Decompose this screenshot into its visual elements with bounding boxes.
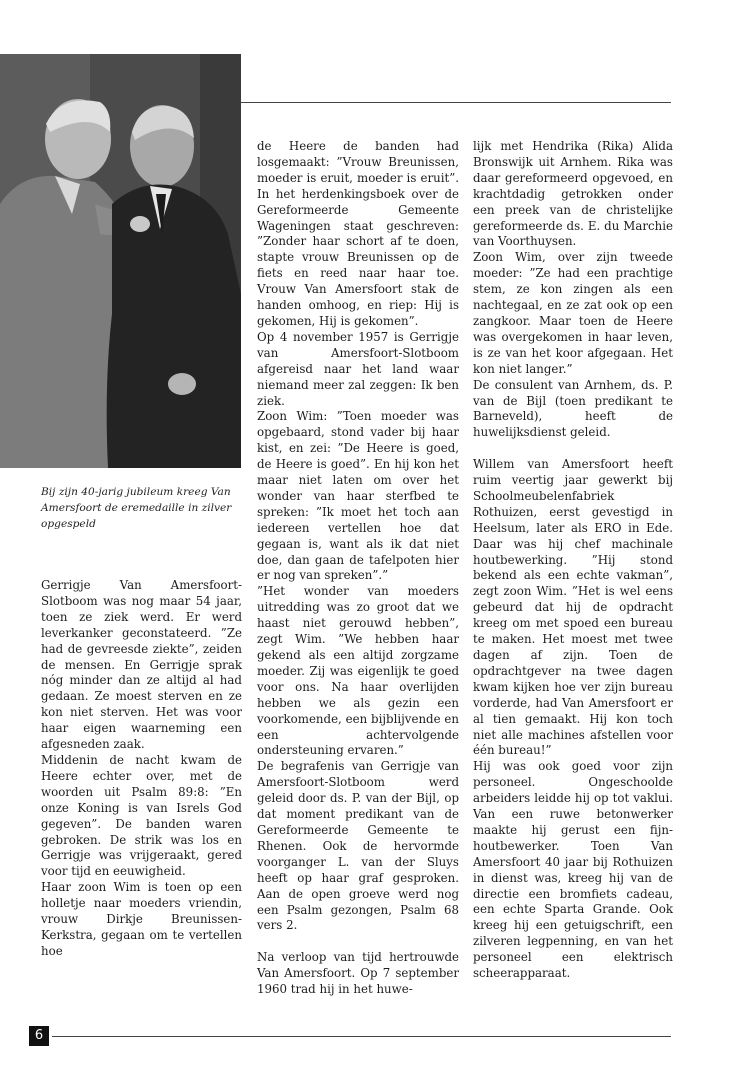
jubilee-photo [0,54,241,468]
paragraph: De begrafenis van Gerrigje van Amersfoort-Slotboom werd geleid door ds. P. van der Bijl, op dat moment predikant van de Gereformeerde Gemeente te Rhenen. Ook de hervormde voorganger L. van der Sluys heeft op haar graf gesproken. Aan de open groeve werd nog een Psalm gezongen, Psalm 68 vers 2. [257,759,459,933]
paragraph: de Heere de banden had losgemaakt: ”Vrouw Breunissen, moeder is eruit, moeder is eruit”. In het herdenkingsboek over de Gereformeerde Gemeente Wageningen staat geschreven: ”Zonder haar schort af te doen, stapte vrouw Breunissen op de fiets en reed naar haar toe. Vrouw Van Amersfoort stak de handen omhoog, en riep: Hij is gekomen, Hij is gekomen”. [257,139,459,328]
paragraph: Hij was ook goed voor zijn personeel. Ongeschoolde arbeiders leidde hij op tot vaklui. Van een ruwe betonwerker maakte hij gerust een fijn-houtbewerker. Toen Van Amersfoort 40 jaar bij Rothuizen in dienst was, kreeg hij van de directie een bromfiets cadeau, een echte Sparta Grande. Ook kreeg hij een getuigschrift, een zilveren legpenning, en van het personeel een elektrisch scheerapparaat. [473,759,673,981]
paragraph: ”Het wonder van moeders uitredding was zo groot dat we haast niet gerouwd hebben”, zegt Wim. ”We hebben haar gekend als een altijd zorgzame moeder. Zij was eigenlijk te goed voor ons. Na haar overlijden hebben we als gezin een voorkomende, een bijblijvende en een achtervolgende ondersteuning ervaren.” [257,584,459,758]
paragraph: Willem van Amersfoort heeft ruim veertig jaar gewerkt bij Schoolmeubelenfabriek Rothuizen, eerst gevestigd in Heelsum, later als ERO in Ede. Daar was hij chef machinale houtbewerking. ”Hij stond bekend als een echte vakman”, zegt zoon Wim. ”Het is wel eens gebeurd dat hij de opdracht kreeg om met spoed een bureau te maken. Het moest met twee dagen af zijn. Toen de opdrachtgever na twee dagen kwam kijken hoe ver zijn bureau vorderde, had Van Amersfoort er al tien gemaakt. Hij kon toch niet alle machines afstellen voor één bureau!” [473,457,673,758]
paragraph: Zoon Wim: ”Toen moeder was opgebaard, stond vader bij haar kist, en zei: ”De Heere is goed, de Heere is goed”. En hij kon het maar niet laten om over het wonder van haar sterfbed te spreken: ”Ik moet het toch aan iedereen vertellen hoe dat gegaan is, want als ik dat niet doe, dan gaan de tafelpoten hier er nog van spreken”.” [257,409,459,583]
bottom-rule [52,1036,671,1037]
paragraph: De consulent van Arnhem, ds. P. van de Bijl (toen predikant te Barneveld), heeft de huwelijksdienst geleid. [473,377,673,440]
photo-caption: Bij zijn 40-jarig jubileum kreeg Van Amersfoort de eremedaille in zilver opgespeld [41,486,232,530]
paragraph: Zoon Wim, over zijn tweede moeder: ”Ze had een prachtige stem, ze kon zingen als een nachtegaal, en ze zat ook op een zangkoor. Maar toen de Heere was overgekomen in haar leven, is ze van het koor afgegaan. Het kon niet langer.” [473,250,673,376]
page-number: 6 [29,1026,49,1046]
text-column-3 [473,139,673,982]
paragraph: lijk met Hendrika (Rika) Alida Bronswijk uit Arnhem. Rika was daar gereformeerd opgevoed, en krachtdadig getrokken onder een preek van de christelijke gereformeerde ds. E. du Marchie van Voorthuysen. [473,139,673,249]
paragraph: Haar zoon Wim is toen op een holletje naar moeders vriendin, vrouw Dirkje Breunissen-Kerkstra, gegaan om te vertellen hoe [41,880,242,958]
paragraph: Na verloop van tijd hertrouwde Van Amersfoort. Op 7 september 1960 trad hij in het huwe- [257,950,459,997]
paragraph: Op 4 november 1957 is Gerrigje van Amersfoort-Slotboom afgereisd naar het land waar niemand meer zal zeggen: Ik ben ziek. [257,329,459,408]
text-column-1 [41,578,242,960]
top-rule [241,102,671,103]
paragraph: Gerrigje Van Amersfoort-Slotboom was nog maar 54 jaar, toen ze ziek werd. Er werd leverkanker geconstateerd. ”Ze had de gevreesde ziekte”, zeiden de mensen. En Gerrigje sprak nóg minder dan ze altijd al had gedaan. Ze moest sterven en ze kon niet sterven. Het was voor haar eigen waarneming een afgesneden zaak. [41,578,242,752]
paragraph: Middenin de nacht kwam de Heere echter over, met de woorden uit Psalm 89:8: ”En onze Koning is van Isrels God gegeven”. De banden waren gebroken. De strik was los en Gerrigje was vrijgeraakt, gered voor tijd en eeuwigheid. [41,752,242,879]
text-column-2 [257,139,459,998]
